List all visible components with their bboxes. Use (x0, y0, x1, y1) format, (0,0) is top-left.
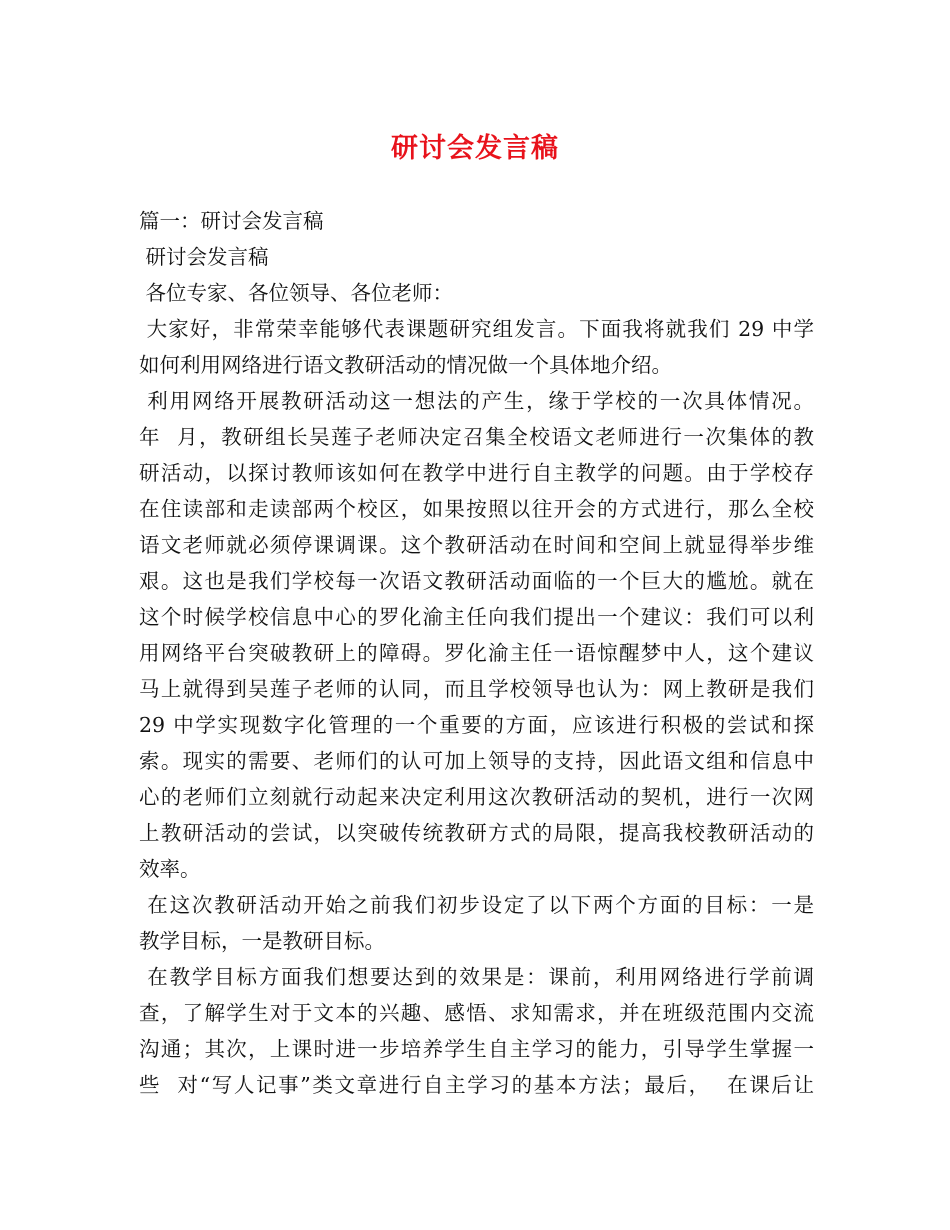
text-line: 在教学目标方面我们想要达到的效果是：课前，利用网络进行学前调 (139, 965, 814, 989)
text-line: 沟通；其次，上课时进一步培养学生自主学习的能力，引导学生掌握一 (139, 1037, 814, 1061)
text-line: 马上就得到吴莲子老师的认同，而且学校领导也认为：网上教研是我们 (139, 677, 814, 701)
text-line: 各位专家、各位领导、各位老师： (139, 281, 454, 305)
text-line: 研活动，以探讨教师该如何在教学中进行自主教学的问题。由于学校存 (139, 461, 814, 485)
text-line: 大家好，非常荣幸能够代表课题研究组发言。下面我将就我们 29 中学 (139, 317, 814, 341)
text-line: 篇一：研讨会发言稿 (139, 209, 324, 233)
text-line: 利用网络开展教研活动这一想法的产生，缘于学校的一次具体情况。 (139, 389, 814, 413)
text-line: 如何利用网络进行语文教研活动的情况做一个具体地介绍。 (139, 353, 672, 377)
text-line: 年 月，教研组长吴莲子老师决定召集全校语文老师进行一次集体的教 (139, 425, 814, 449)
text-line: 在这次教研活动开始之前我们初步设定了以下两个方面的目标：一是 (139, 893, 814, 917)
text-line: 语文老师就必须停课调课。这个教研活动在时间和空间上就显得举步维 (139, 533, 814, 557)
text-line: 查，了解学生对于文本的兴趣、感悟、求知需求，并在班级范围内交流 (139, 1001, 814, 1025)
text-line: 些 对“写人记事”类文章进行自主学习的基本方法；最后， 在课后让 (139, 1073, 814, 1097)
text-line: 上教研活动的尝试，以突破传统教研方式的局限，提高我校教研活动的 (139, 821, 814, 845)
text-line: 29 中学实现数字化管理的一个重要的方面，应该进行积极的尝试和探 (139, 713, 814, 737)
text-line: 这个时候学校信息中心的罗化渝主任向我们提出一个建议：我们可以利 (139, 605, 814, 629)
text-line: 在住读部和走读部两个校区，如果按照以往开会的方式进行，那么全校 (139, 497, 814, 521)
document-title: 研讨会发言稿 (391, 133, 559, 164)
text-line: 艰。这也是我们学校每一次语文教研活动面临的一个巨大的尴尬。就在 (139, 569, 814, 593)
text-line: 索。现实的需要、老师们的认可加上领导的支持，因此语文组和信息中 (139, 749, 814, 773)
text-line: 心的老师们立刻就行动起来决定利用这次教研活动的契机，进行一次网 (139, 785, 814, 809)
text-line: 研讨会发言稿 (139, 245, 269, 269)
text-line: 效率。 (139, 857, 201, 881)
document-body (139, 203, 814, 1103)
text-line: 教学目标，一是教研目标。 (139, 929, 385, 953)
text-line: 用网络平台突破教研上的障碍。罗化渝主任一语惊醒梦中人，这个建议 (139, 641, 814, 665)
